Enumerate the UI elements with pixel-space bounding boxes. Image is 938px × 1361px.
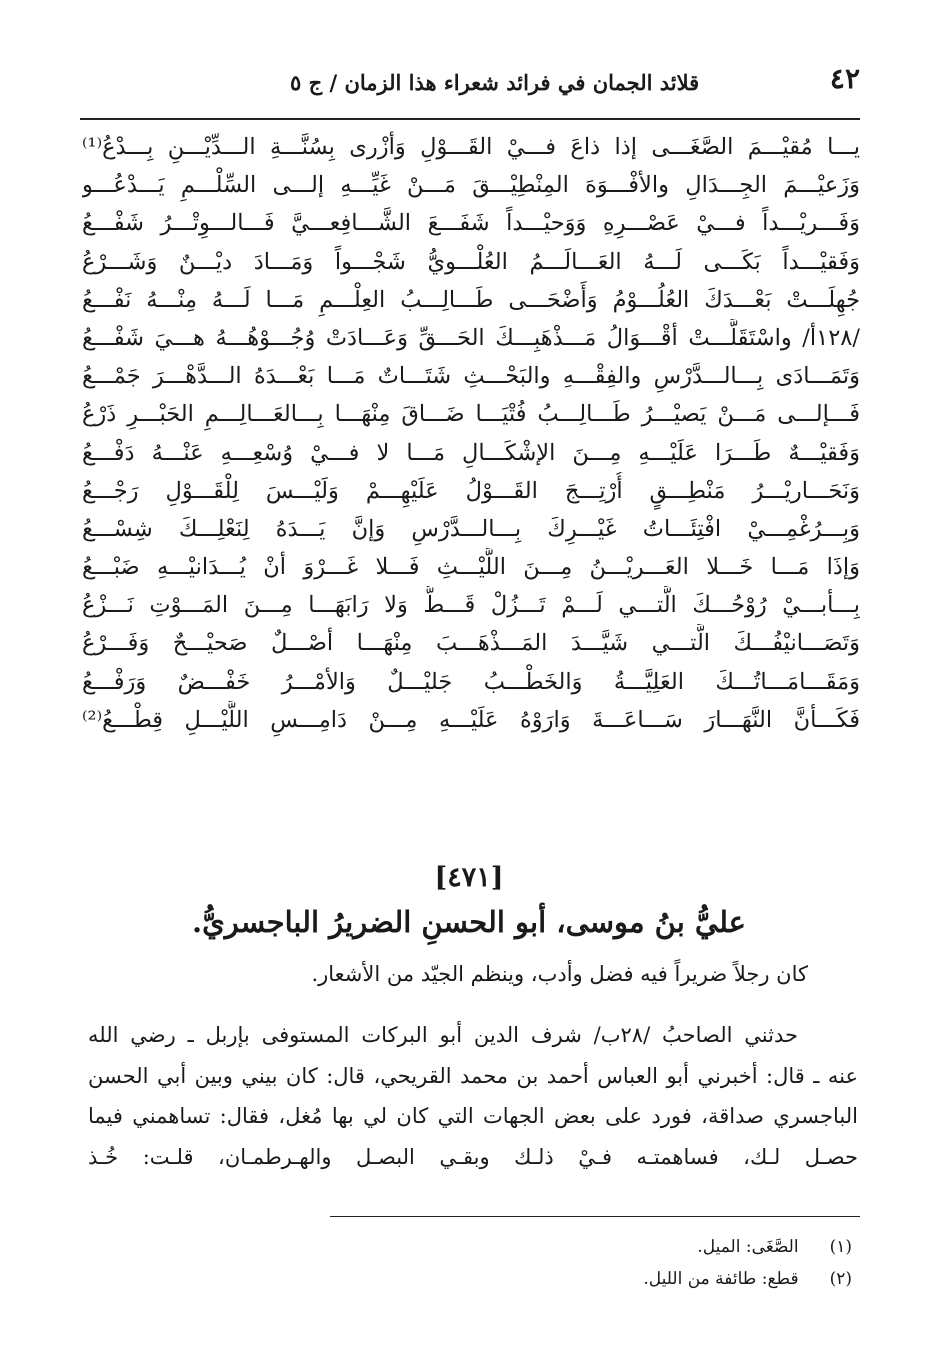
- prose-line: حصـل لـك، فساهمتـه فـيْ ذلـك وبقـي البصـل والهـرطمـان، قلـت: خُـذ: [88, 1144, 858, 1169]
- poem-line: وَزَعيْـــمَ الجِـــدَالِ والأفْـــوَهَ المِنْطِيْـــقَ مَـــنْ غَيِّـــهِ إلـــى السِّلْـــمِ يَـــدْعُـــو: [82, 172, 860, 199]
- poem-line: وَفَقيْـــهٌ طَـــرَا عَلَيْـــهِ مِـــنَ الإشْكَـــالِ مَـــا لا فـــيْ وُسْعِـــهِ عَنْـــهُ دَفْـــعُ: [82, 439, 860, 466]
- poem: [82, 128, 860, 739]
- footnotes: [352, 1232, 852, 1296]
- footnote-text: الصَّغَى: الميل.: [697, 1237, 799, 1257]
- prose-paragraph: [88, 1015, 858, 1177]
- poem-line: وَفَقيْـــداً بَكَـــى لَـــهُ العَـــالَـــمُ العُلْـــويُّ شَجْـــواً وَمَـــادَ ديْـــنٌ وَشَـــرْعُ: [82, 248, 860, 275]
- poem-line: جُهِلَـــتْ بَعْـــدَكَ العُلُـــوْمُ وَأَضْحَـــى طَـــالِـــبُ العِلْـــمِ مَـــا لَـــهُ مِنْـــهُ نَفْـــعُ: [82, 286, 860, 313]
- poem-line: وَمَقَـــامَـــاتُـــكَ العَلِيَّـــةُ وَالخَطْـــبُ جَليْـــلٌ وَالأمْـــرُ خَفْـــضٌ وَرَفْـــعُ: [82, 668, 860, 695]
- poem-line: وَتَمَـــادَى بِـــالـــدَّرْسِ والفِقْـــهِ والبَحْـــثِ شَتَـــاتٌ مَـــا بَعْـــدَهُ الـــدَّهْـــرَ جَمْـــعُ: [82, 363, 860, 390]
- entry-heading: عليُّ بنُ موسى، أبو الحسنِ الضريرُ الباجسريُّ.: [191, 905, 746, 939]
- footnote: [352, 1264, 852, 1296]
- page-number: ٤٢: [829, 62, 860, 95]
- page-header: [80, 62, 860, 102]
- poem-line: وَإذَا مَـــا خَـــلا العَـــريْـــنُ مِـــنَ اللَّيْـــثِ فَـــلا غَـــرْوَ أنْ يُـــدَانيْـــهِ ضَبْـــعُ: [82, 554, 860, 581]
- running-title: قلائد الجمان في فرائد شعراء هذا الزمان / ج ٥: [290, 70, 700, 95]
- poem-line: وَفَـــريْـــداً فـــيْ عَصْـــرِهِ وَوَحيْـــداً شَفَـــعَ الشَّـــافِعـــيَّ فَـــالـــوِتْـــرُ شَفْـــعُ: [82, 210, 860, 237]
- prose-line: الباجسري صداقة، فورد على بعض الجهات التي كان لي بها مُغل، فقال: تساهمني فيما: [88, 1104, 858, 1128]
- prose-line: عنه ـ قال: أخبرني أبو العباس أحمد بن محمد القريحي، قال: كان بيني وبين أبي الحسن: [88, 1063, 858, 1088]
- poem-line: وَتَصَـــانيْفُـــكَ الَّتـــي شَيَّـــدَ المَـــذْهَـــبَ مِنْهَـــا أصْـــلٌ صَحيْـــحٌ وَفَـــرْعُ: [82, 630, 860, 657]
- poem-line: فَـــإلـــى مَـــنْ يَصيْـــرُ طَـــالِـــبُ فُتْيَـــا ضَـــاقَ مِنْهَـــا بِـــالعَـــالِـــمِ الحَبْـــرِ ذَرْعُ: [82, 401, 860, 428]
- poem-line: بِـــأبـــيْ رُوْحُـــكَ الَّتـــي لَـــمْ تَـــزُلْ قَـــطُّ وَلا رَابَهَـــا مِـــنَ المَـــوْتِ نَـــزْعُ: [82, 592, 860, 619]
- poem-line: /١٢٨أ/ واسْتَقَلَّـــتْ أقْـــوَالُ مَـــذْهَبِـــكَ الحَـــقِّ وَعَـــادَتْ وُجُـــوْهُـــهُ هـــيَ شَفْـــعُ: [82, 324, 860, 351]
- footnote-text: قطع: طائفة من الليل.: [643, 1269, 799, 1289]
- footnote-rule: [330, 1216, 860, 1217]
- entry-intro: كان رجلاً ضريراً فيه فضل وأدب، وينظم الجيّد من الأشعار.: [311, 962, 808, 986]
- footnote: [352, 1232, 852, 1264]
- footnote-number: (١): [829, 1237, 852, 1257]
- poem-line: يـــا مُقيْـــمَ الصَّغَـــى إذا ذاعَ فـــيْ القَـــوْلِ وَأزْرى بِسُنَّـــةِ الـــدِّيْـــنِ بِـــدْعُ⁽¹⁾: [82, 134, 860, 160]
- header-rule: [80, 118, 860, 120]
- footnote-number: (٢): [829, 1269, 852, 1289]
- prose-line: حدثني الصاحبُ /٢٨ب/ شرف الدين أبو البركات المستوفى بإربل ـ رضي الله: [88, 1023, 798, 1047]
- poem-line: وَنَحَـــاريْـــرُ مَنْطِـــقٍ أُرْتِـــجَ القَـــوْلُ عَلَيْهِـــمْ وَلَيْـــسَ لِلْقَـــوْلِ رَجْـــعُ: [82, 477, 860, 504]
- poem-line: فَكَـــأنَّ النَّهَـــارَ سَـــاعَـــةَ وَارَوْهُ عَلَيْـــهِ مِـــنْ دَامِـــسِ اللَّيْـــلِ قِطْـــعُ⁽²⁾: [82, 706, 860, 733]
- poem-line: وَبِـــرُغْمِـــيْ افْتِئَـــاتُ غَيْـــرِكَ بِـــالـــدَّرْسِ وَإنَّ يَـــدَهُ لِنَعْلِـــكَ شِسْـــعُ: [82, 515, 860, 542]
- entry-number: [٤٧١]: [434, 862, 504, 893]
